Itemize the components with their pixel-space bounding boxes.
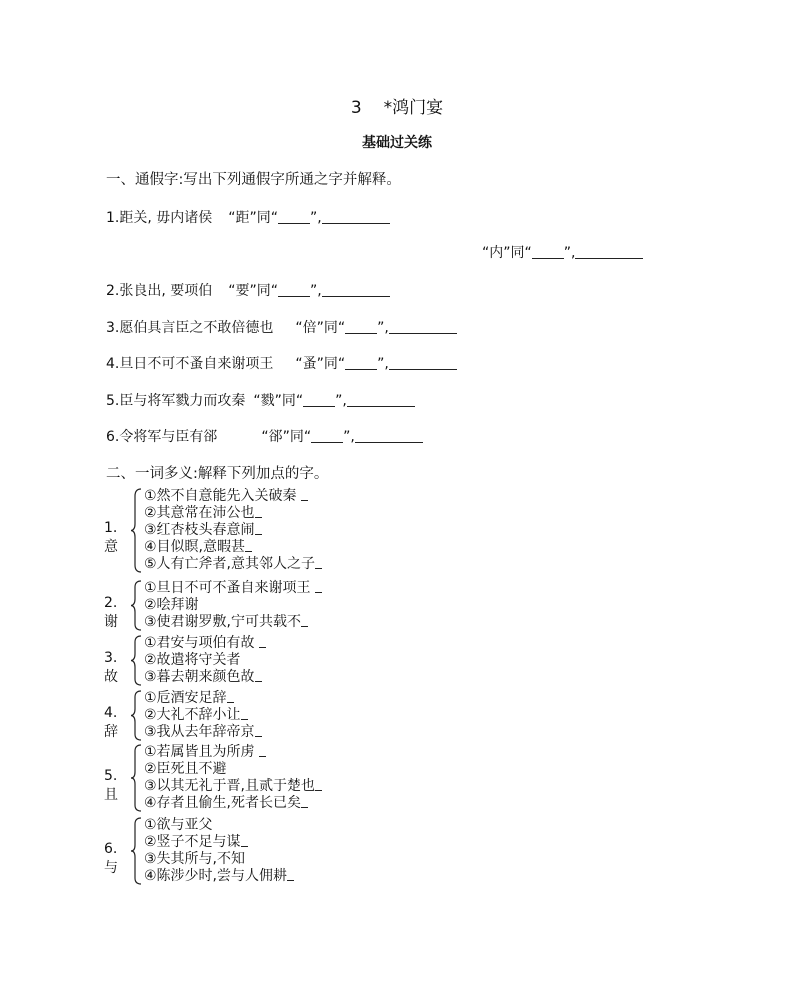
answer-blank[interactable]: [245, 539, 252, 552]
lesson-name: *鸿门宴: [383, 98, 444, 118]
explanation-blank[interactable]: [347, 392, 415, 407]
list-item: ③红杏枝头春意闹: [144, 522, 322, 539]
tongjia-pair: “郤”同“: [261, 429, 312, 445]
list-item: ①欲与亚父: [144, 817, 213, 833]
left-brace-icon: [131, 580, 143, 631]
question-text: 6.令将军与臣有郤: [106, 429, 218, 445]
answer-blank[interactable]: [255, 505, 262, 518]
list-item: ③使君谢罗敷,宁可共载不: [144, 614, 322, 631]
lesson-title: [0, 93, 794, 118]
explanation-blank[interactable]: [322, 282, 390, 297]
list-item: ③暮去朝来颜色故: [144, 669, 266, 686]
answer-blank[interactable]: [315, 580, 322, 593]
explanation-blank[interactable]: [575, 244, 643, 259]
group-items: [144, 744, 322, 812]
list-item: ②竖子不足与谋: [144, 834, 294, 851]
explanation-blank[interactable]: [389, 319, 457, 334]
left-brace-icon: [131, 817, 143, 885]
list-item: ⑤人有亡斧者,意其邻人之子: [144, 556, 322, 573]
list-item: ④存者且偷生,死者长已矣: [144, 795, 322, 812]
answer-blank[interactable]: [255, 669, 262, 682]
answer-blank[interactable]: [303, 392, 335, 407]
left-brace-icon: [131, 635, 143, 686]
list-item: ①旦日不可不蚤自来谢项王: [144, 580, 322, 597]
answer-blank[interactable]: [301, 488, 308, 501]
list-item: ①若属皆且为所虏: [144, 744, 322, 761]
list-item: ①然不自意能先入关破秦: [144, 488, 322, 505]
pair-close: ”,: [310, 283, 322, 299]
section2-heading: 二、一词多义:解释下列加点的字。: [106, 466, 329, 482]
list-item: ④目似瞑,意暇甚: [144, 539, 322, 556]
group-label: 5.且: [104, 768, 118, 803]
question-1-second: [482, 242, 643, 262]
pair-close: ”,: [377, 320, 389, 336]
list-item: ③以其无礼于晋,且贰于楚也: [144, 778, 322, 795]
answer-blank[interactable]: [241, 834, 248, 847]
answer-blank[interactable]: [301, 795, 308, 808]
list-item: ②臣死且不避: [144, 761, 227, 777]
question-3: [106, 317, 457, 337]
tongjia-pair: “距”同“: [228, 210, 279, 226]
question-text: 5.臣与将军戮力而攻秦: [106, 393, 246, 409]
group-items: [144, 817, 294, 885]
answer-blank[interactable]: [345, 355, 377, 370]
group-label: 3.故: [104, 650, 118, 685]
answer-blank[interactable]: [345, 319, 377, 334]
group-label: 6.与: [104, 841, 118, 876]
question-text: 3.愿伯具言臣之不敢倍德也: [106, 320, 274, 336]
pair-close: ”,: [377, 356, 389, 372]
question-5: [106, 390, 415, 410]
list-item: ②故遣将守关者: [144, 652, 241, 668]
lesson-subtitle: 基础过关练: [362, 135, 432, 151]
list-item: ③失其所与,不知: [144, 851, 246, 867]
list-item: ②哙拜谢: [144, 597, 199, 613]
group-label: 2.谢: [104, 595, 118, 630]
group-label: 1.意: [104, 520, 118, 555]
left-brace-icon: [131, 690, 143, 741]
list-item: ②大礼不辞小让: [144, 707, 262, 724]
lesson-number: 3: [350, 98, 362, 118]
explanation-blank[interactable]: [355, 428, 423, 443]
list-item: ②其意常在沛公也: [144, 505, 322, 522]
tongjia-pair: “倍”同“: [295, 320, 346, 336]
tongjia-pair: “要”同“: [228, 283, 279, 299]
pair-close: ”,: [310, 210, 322, 226]
group-items: [144, 488, 322, 573]
answer-blank[interactable]: [259, 635, 266, 648]
question-text: 2.张良出, 要项伯: [106, 283, 213, 299]
group-items: [144, 690, 262, 741]
pair-close: ”,: [563, 245, 576, 261]
list-item: ④陈涉少时,尝与人佣耕: [144, 868, 294, 885]
answer-blank[interactable]: [315, 778, 322, 791]
question-text: 1.距关, 毋内诸侯: [106, 210, 213, 226]
answer-blank[interactable]: [255, 724, 262, 737]
explanation-blank[interactable]: [389, 355, 457, 370]
question-6: [106, 426, 423, 446]
answer-blank[interactable]: [315, 556, 322, 569]
question-2: [106, 280, 390, 300]
list-item: ①卮酒安足辞: [144, 690, 262, 707]
list-item: ①君安与项伯有故: [144, 635, 266, 652]
group-items: [144, 635, 266, 686]
tongjia-pair: “戮”同“: [253, 393, 304, 409]
pair-close: ”,: [335, 393, 347, 409]
answer-blank[interactable]: [227, 690, 234, 703]
answer-blank[interactable]: [278, 282, 310, 297]
section1-heading: 一、通假字:写出下列通假字所通之字并解释。: [106, 172, 401, 188]
answer-blank[interactable]: [287, 868, 294, 881]
tongjia-pair: “蚤”同“: [295, 356, 346, 372]
answer-blank[interactable]: [278, 209, 310, 224]
group-items: [144, 580, 322, 631]
tongjia-pair: “内”同“: [482, 245, 532, 261]
answer-blank[interactable]: [255, 522, 262, 535]
question-1: [106, 207, 390, 227]
answer-blank[interactable]: [241, 707, 248, 720]
answer-blank[interactable]: [301, 614, 308, 627]
left-brace-icon: [131, 488, 143, 573]
answer-blank[interactable]: [259, 744, 266, 757]
question-text: 4.旦日不可不蚤自来谢项王: [106, 356, 274, 372]
answer-blank[interactable]: [311, 428, 343, 443]
left-brace-icon: [131, 744, 143, 812]
explanation-blank[interactable]: [322, 209, 390, 224]
answer-blank[interactable]: [532, 244, 564, 259]
list-item: ③我从去年辞帝京: [144, 724, 262, 741]
pair-close: ”,: [343, 429, 355, 445]
group-label: 4.辞: [104, 705, 118, 740]
question-4: [106, 353, 457, 373]
